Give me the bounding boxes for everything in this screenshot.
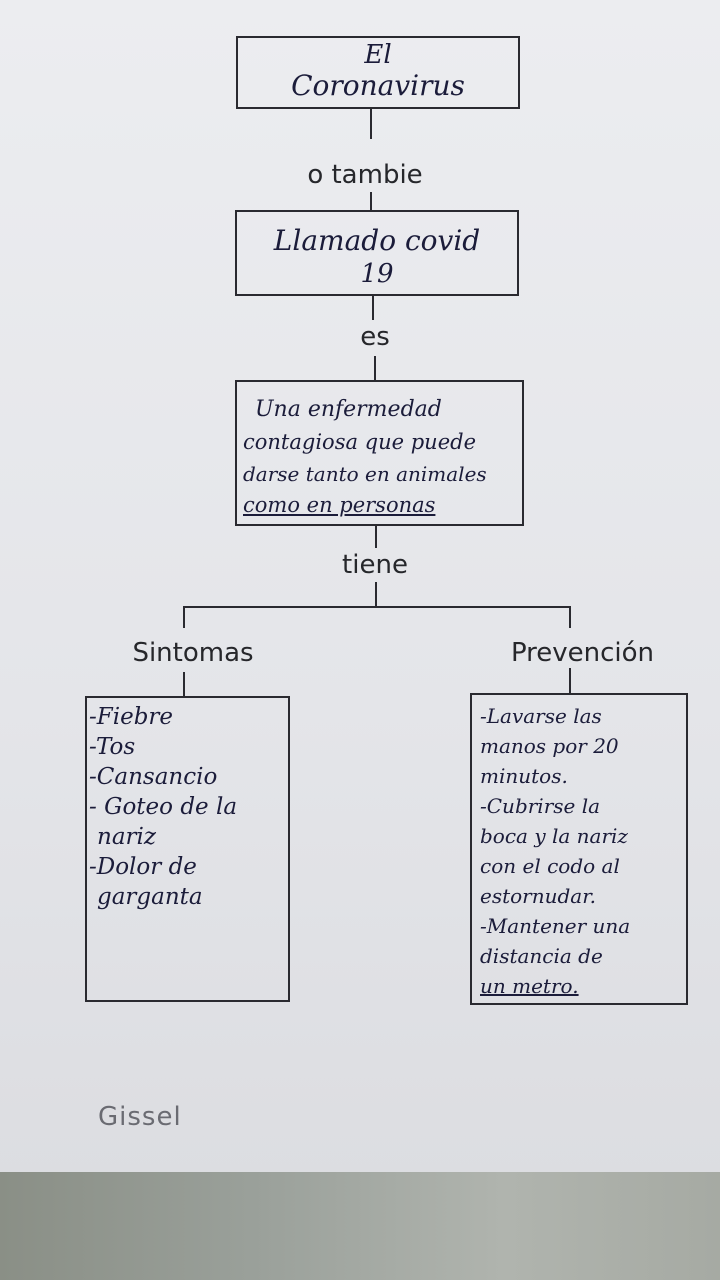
table-surface [0, 1172, 720, 1280]
prevention-item: boca y la nariz [480, 824, 628, 848]
prevention-list [480, 701, 686, 1001]
symptoms-box [85, 696, 290, 1002]
definition-line-3: darse tanto en animales [243, 462, 487, 486]
symptom-item: nariz [97, 824, 156, 850]
name-line-1: Llamado covid [273, 224, 481, 257]
prevention-item: -Cubrirse la [480, 794, 601, 818]
link-label-1: o tambie [307, 160, 423, 190]
symptom-item: garganta [97, 884, 203, 910]
connector-link1-name [370, 192, 372, 210]
name-line-2: 19 [360, 259, 394, 289]
connector-link2-definition [374, 356, 376, 380]
prevention-item: manos por 20 [480, 734, 619, 758]
symptom-item: -Dolor de [89, 854, 197, 880]
symptom-item: -Fiebre [89, 704, 174, 730]
prevention-box [470, 693, 688, 1005]
definition-box [235, 380, 524, 526]
prevention-item: distancia de [480, 944, 603, 968]
connector-definition-link3 [375, 526, 377, 548]
connector-symptoms-box [183, 672, 185, 696]
link-label-3: tiene [342, 550, 408, 580]
branch-right-drop [569, 606, 571, 628]
prevention-item: un metro. [480, 974, 579, 998]
link-label-2: es [360, 322, 390, 352]
definition-line-4: como en personas [243, 493, 436, 517]
prevention-item: -Mantener una [480, 914, 631, 938]
symptom-item: -Tos [89, 734, 136, 760]
branch-left-drop [183, 606, 185, 628]
title-box [236, 36, 520, 109]
connector-prevention-box [569, 668, 571, 694]
prevention-heading: Prevención [510, 638, 655, 668]
symptom-item: -Cansancio [89, 764, 218, 790]
connector-title-link1 [370, 109, 372, 139]
definition-line-1: Una enfermedad [255, 397, 442, 422]
connector-link3-branch [375, 582, 377, 608]
symptom-item: - Goteo de la [89, 794, 238, 820]
prevention-item: con el codo al [480, 854, 620, 878]
symptoms-heading: Sintomas [132, 638, 254, 668]
prevention-item: minutos. [480, 764, 568, 788]
title-line-2: Coronavirus [291, 69, 465, 102]
name-box [235, 210, 519, 296]
connector-name-link2 [372, 296, 374, 320]
prevention-item: -Lavarse las [480, 704, 602, 728]
symptoms-list [89, 702, 288, 912]
prevention-item: estornudar. [480, 884, 596, 908]
title-line-1: El [364, 40, 392, 70]
signature: Gissel [98, 1102, 182, 1132]
definition-line-2: contagiosa que puede [243, 430, 476, 454]
branch-line [183, 606, 571, 608]
